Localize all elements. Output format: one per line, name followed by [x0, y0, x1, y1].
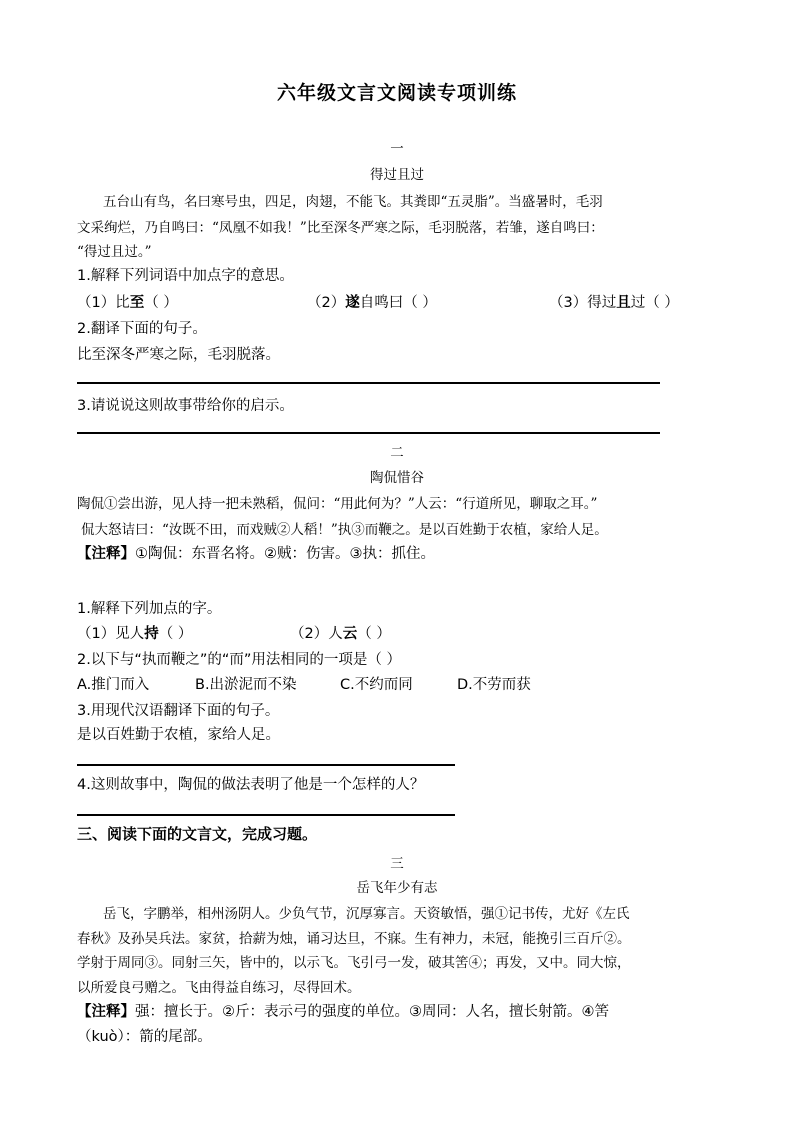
s3-note-line-2: （kuò）：箭的尾部。: [77, 1029, 212, 1045]
passage-3-line-4: 以所爱良弓赠之。飞由得益自练习，尽得回术。: [77, 980, 361, 996]
s1-q1b-prefix: （2）: [307, 295, 346, 311]
passage-1-line-1: 五台山有鸟，名曰寒号虫，四足，肉翅，不能飞。其粪即“五灵脂”。当盛暑时，毛羽: [103, 194, 603, 210]
s1-question-3: 3.请说说这则故事带给你的启示。: [77, 398, 294, 414]
s2-q1-item-2: [290, 622, 391, 643]
s1-answer-line-2[interactable]: [77, 432, 660, 434]
s1-q1b-dotted-word: 遂: [345, 295, 360, 311]
s1-q1-item-3: [549, 291, 679, 312]
s2-q1b-dotted-word: 云: [342, 626, 358, 642]
s1-q1b-answer-blank[interactable]: 自鸣曰（ ）: [359, 295, 437, 311]
s2-note-label: 【注释】: [77, 546, 135, 562]
s2-note: [77, 542, 435, 563]
passage-1-line-3: “得过且过。”: [77, 244, 152, 260]
s2-option-d[interactable]: D.不劳而获: [457, 677, 531, 693]
passage-3-line-1: 岳飞，字鹏举，相州汤阴人。少负气节，沉厚寡言。天资敏悟，强①记书传，尤好《左氏: [103, 906, 630, 922]
s2-option-a[interactable]: A.推门而入: [77, 677, 150, 693]
s2-q1b-prefix: （2）人: [290, 626, 343, 642]
page-title: 六年级文言文阅读专项训练: [276, 82, 517, 104]
s1-q1a-prefix: （1）比: [77, 295, 130, 311]
s2-option-c[interactable]: C.不约而同: [340, 677, 413, 693]
s2-note-text: ①陶侃：东晋名将。②贼：伤害。③执：抓住。: [135, 546, 435, 562]
passage-title-3: 岳飞年少有志: [356, 880, 438, 896]
s2-answer-line-2[interactable]: [77, 814, 455, 816]
s1-answer-line-1[interactable]: [77, 382, 660, 384]
passage-3-line-3: 学射于周同③。同射三矢，皆中的，以示飞。飞引弓一发，破其筈④；再发，又中。同大惊，: [77, 955, 631, 971]
section-number-1: 一: [390, 141, 404, 157]
s1-question-2: 2.翻译下面的句子。: [77, 321, 207, 337]
s2-option-b[interactable]: B.出淤泥而不染: [195, 677, 297, 693]
s3-note-text-1: 强：擅长于。②斤：表示弓的强度的单位。③周同：人名，擅长射箭。④筈: [135, 1004, 609, 1020]
s3-note-label: 【注释】: [77, 1004, 135, 1020]
passage-title-1: 得过且过: [370, 167, 424, 183]
s1-q1c-prefix: （3）得过: [549, 295, 617, 311]
s1-q1a-answer-blank[interactable]: （ ）: [144, 295, 178, 311]
s2-question-3: 3.用现代汉语翻译下面的句子。: [77, 703, 280, 719]
s1-q1-item-1: [77, 291, 178, 312]
s2-question-1: 1.解释下列加点的字。: [77, 601, 222, 617]
passage-title-2: 陶侃惜谷: [370, 470, 424, 486]
section-3-instruction: 三、阅读下面的文言文，完成习题。: [77, 825, 318, 843]
passage-2-line-2: 侃大怒诘曰：“汝既不田，而戏贼②人稻！”执③而鞭之。是以百姓勤于农植，家给人足。: [81, 522, 608, 538]
s2-q3-sentence: 是以百姓勤于农植，家给人足。: [77, 727, 280, 743]
s2-answer-line-1[interactable]: [77, 764, 455, 766]
passage-2-line-1: 陶侃①尝出游，见人持一把未熟稻，侃问：“用此何为？”人云：“行道所见，聊取之耳。”: [77, 496, 598, 512]
s2-question-4: 4.这则故事中，陶侃的做法表明了他是一个怎样的人？: [77, 777, 425, 793]
s3-note-line-1: [77, 1000, 609, 1021]
s1-q1a-dotted-word: 至: [129, 295, 145, 311]
s2-q1-item-1: [77, 622, 192, 643]
s1-question-1: 1.解释下列词语中加点字的意思。: [77, 268, 294, 284]
s1-q2-sentence: 比至深冬严寒之际，毛羽脱落。: [77, 347, 280, 363]
s2-question-2: 2.以下与“执而鞭之”的“而”用法相同的一项是（ ）: [77, 652, 401, 668]
s1-q1c-answer-blank[interactable]: 过（ ）: [630, 295, 679, 311]
s1-q1-item-2: [307, 291, 437, 312]
section-number-2: 二: [390, 445, 404, 461]
s2-q1a-prefix: （1）见人: [77, 626, 145, 642]
s1-q1c-dotted-word: 且: [616, 295, 631, 311]
passage-1-line-2: 文采绚烂，乃自鸣曰：“凤凰不如我！”比至深冬严寒之际，毛羽脱落，若雏，遂自鸣曰：: [77, 220, 604, 236]
section-number-3: 三: [390, 856, 404, 872]
s2-q1a-answer-blank[interactable]: （ ）: [158, 626, 193, 642]
s2-q1a-dotted-word: 持: [144, 626, 159, 642]
s2-q1b-answer-blank[interactable]: （ ）: [357, 626, 391, 642]
passage-3-line-2: 春秋》及孙吴兵法。家贫，拾薪为烛，诵习达旦，不寐。生有神力，未冠，能挽引三百斤②。: [77, 931, 631, 947]
